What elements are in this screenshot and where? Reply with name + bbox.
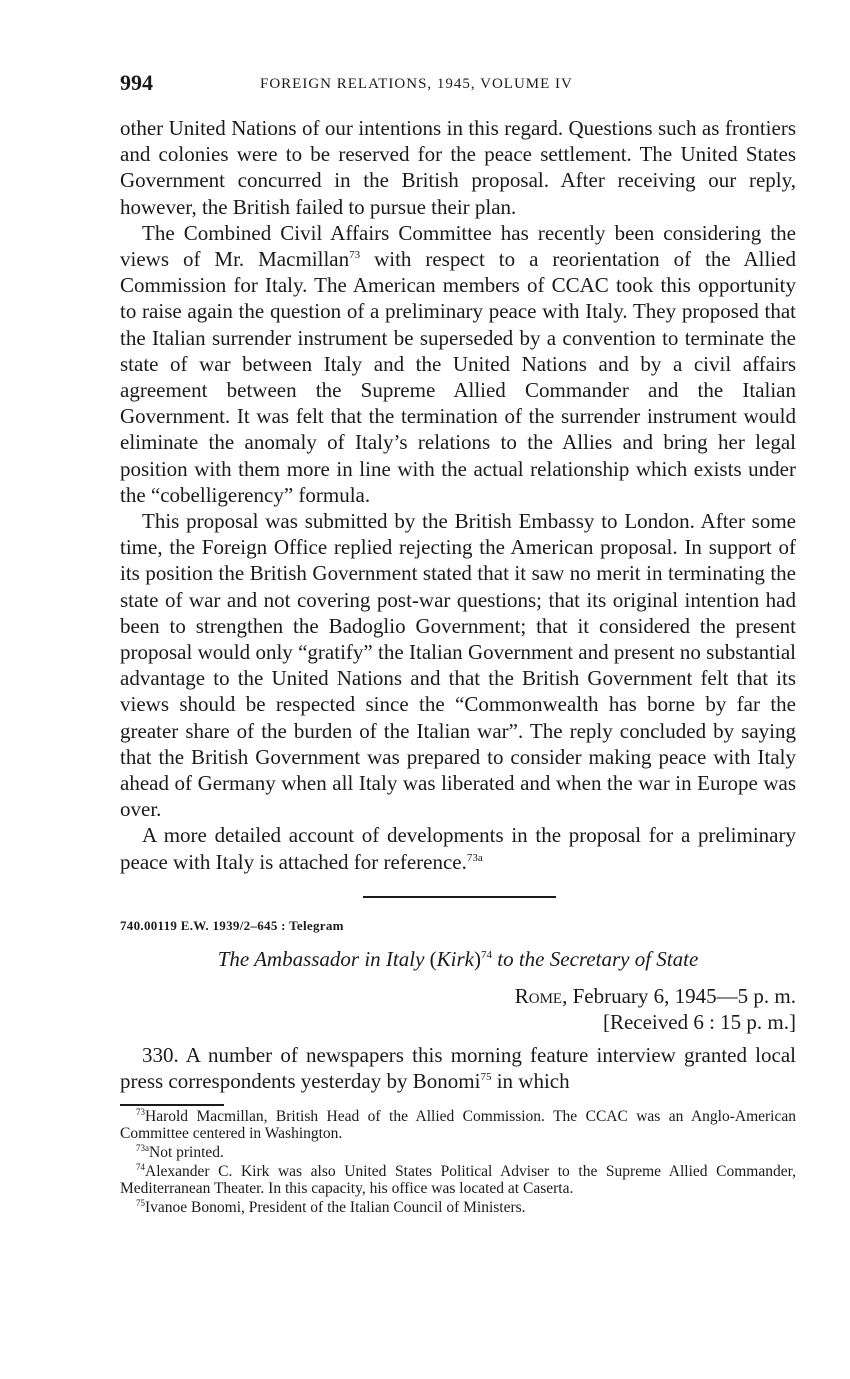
footnote-divider xyxy=(120,1104,224,1106)
section-divider xyxy=(363,896,556,898)
paragraph-1: other United Nations of our intentions in this regard. Questions such as frontiers and colonies were to be reserved for the peace settlement. The United States Government concurred in the British proposal. After receiving our reply, however, the British failed to pursue their plan. xyxy=(120,116,796,219)
title-paren-open: ( xyxy=(429,946,437,971)
footnote-mark: 75 xyxy=(136,1198,145,1209)
footnote-ref-73: 73 xyxy=(349,249,361,262)
document-title xyxy=(120,947,796,972)
telegram-text-a: 330. A number of newspapers this morning feature interview granted local press correspondents yesterday by Bonomi xyxy=(120,1042,796,1094)
footnote-mark: 73 xyxy=(136,1107,145,1118)
page-header xyxy=(120,70,796,100)
telegram-text xyxy=(120,1042,796,1094)
footnote-text: Not printed. xyxy=(149,1144,224,1162)
dateline-place: Rome xyxy=(514,983,563,1008)
document-page xyxy=(120,70,796,1216)
paragraph-2-text-a: The Combined Civil Affairs Committee has recently been considering the views of Mr. Macmillan xyxy=(120,220,796,272)
paragraph-4 xyxy=(120,822,796,874)
footnote-73a xyxy=(120,1144,796,1161)
title-name: Kirk xyxy=(436,946,475,971)
footnote-text: Alexander C. Kirk was also United States Political Adviser to the Supreme Allied Commander, Mediterranean Theater. In this capacity, his office was located at Caserta. xyxy=(120,1163,796,1198)
footnote-text: Harold Macmillan, British Head of the Allied Commission. The CCAC was an Anglo-American Committee centered in Washington. xyxy=(120,1108,796,1143)
footnote-75 xyxy=(120,1199,796,1216)
dateline xyxy=(120,983,796,1009)
telegram-text-b: in which xyxy=(491,1069,570,1094)
file-reference: 740.00119 E.W. 1939/2–645 : Telegram xyxy=(120,917,344,933)
page-number: 994 xyxy=(120,70,153,95)
title-part-b: to the Secretary of State xyxy=(492,946,699,971)
paragraph-2-text-b: with respect to a reorientation of the Allied Commission for Italy. The American members of CCAC took this opportunity to raise again the question of a preliminary peace with Italy. They proposed that the Italian surrender instrument be superseded by a convention to terminate the state of war between Italy and the United Nations and by a civil affairs agreement between the Supreme Allied Commander and the Italian Government. It was felt that the termination of the surrender instrument would eliminate the anomaly of Italy’s relations to the Allies and bring her legal position with them more in line with the actual relationship which exists under the “cobelligerency” formula. xyxy=(120,247,797,507)
received-line: [Received 6 : 15 p. m.] xyxy=(602,1009,796,1034)
footnote-mark: 74 xyxy=(136,1162,145,1173)
footnote-text: Ivanoe Bonomi, President of the Italian Council of Ministers. xyxy=(145,1199,526,1217)
footnote-ref-74: 74 xyxy=(481,948,493,961)
footnote-mark: 73a xyxy=(136,1143,149,1154)
running-head: FOREIGN RELATIONS, 1945, VOLUME IV xyxy=(260,76,573,92)
paragraph-2 xyxy=(120,220,796,508)
footnote-ref-75: 75 xyxy=(480,1071,492,1084)
dateline-date: , February 6, 1945—5 p. m. xyxy=(562,983,796,1008)
footnote-73 xyxy=(120,1108,796,1142)
footnote-74 xyxy=(120,1163,796,1197)
paragraph-4-text: A more detailed account of developments in the proposal for a preliminary peace with Italy is attached for reference. xyxy=(120,823,796,874)
paragraph-3: This proposal was submitted by the British Embassy to London. After some time, the Foreign Office replied rejecting the American proposal. In support of its position the British Government stated that it saw no merit in terminating the state of war and not covering post-war questions; that its original intention had been to strengthen the Badoglio Government; that it considered the present proposal would only “gratify” the Italian Government and present no substantial advantage to the United Nations and that the British Government felt that its views should be respected since the “Commonwealth has borne by far the greater share of the burden of the Italian war”. The reply concluded by saying that the British Government was prepared to consider making peace with Italy ahead of Germany when all Italy was liberated and when the war in Europe was over. xyxy=(120,509,796,822)
title-paren-close: ) xyxy=(474,946,482,971)
footnote-ref-73a: 73a xyxy=(466,851,483,864)
title-part-a: The Ambassador in Italy xyxy=(217,946,430,971)
